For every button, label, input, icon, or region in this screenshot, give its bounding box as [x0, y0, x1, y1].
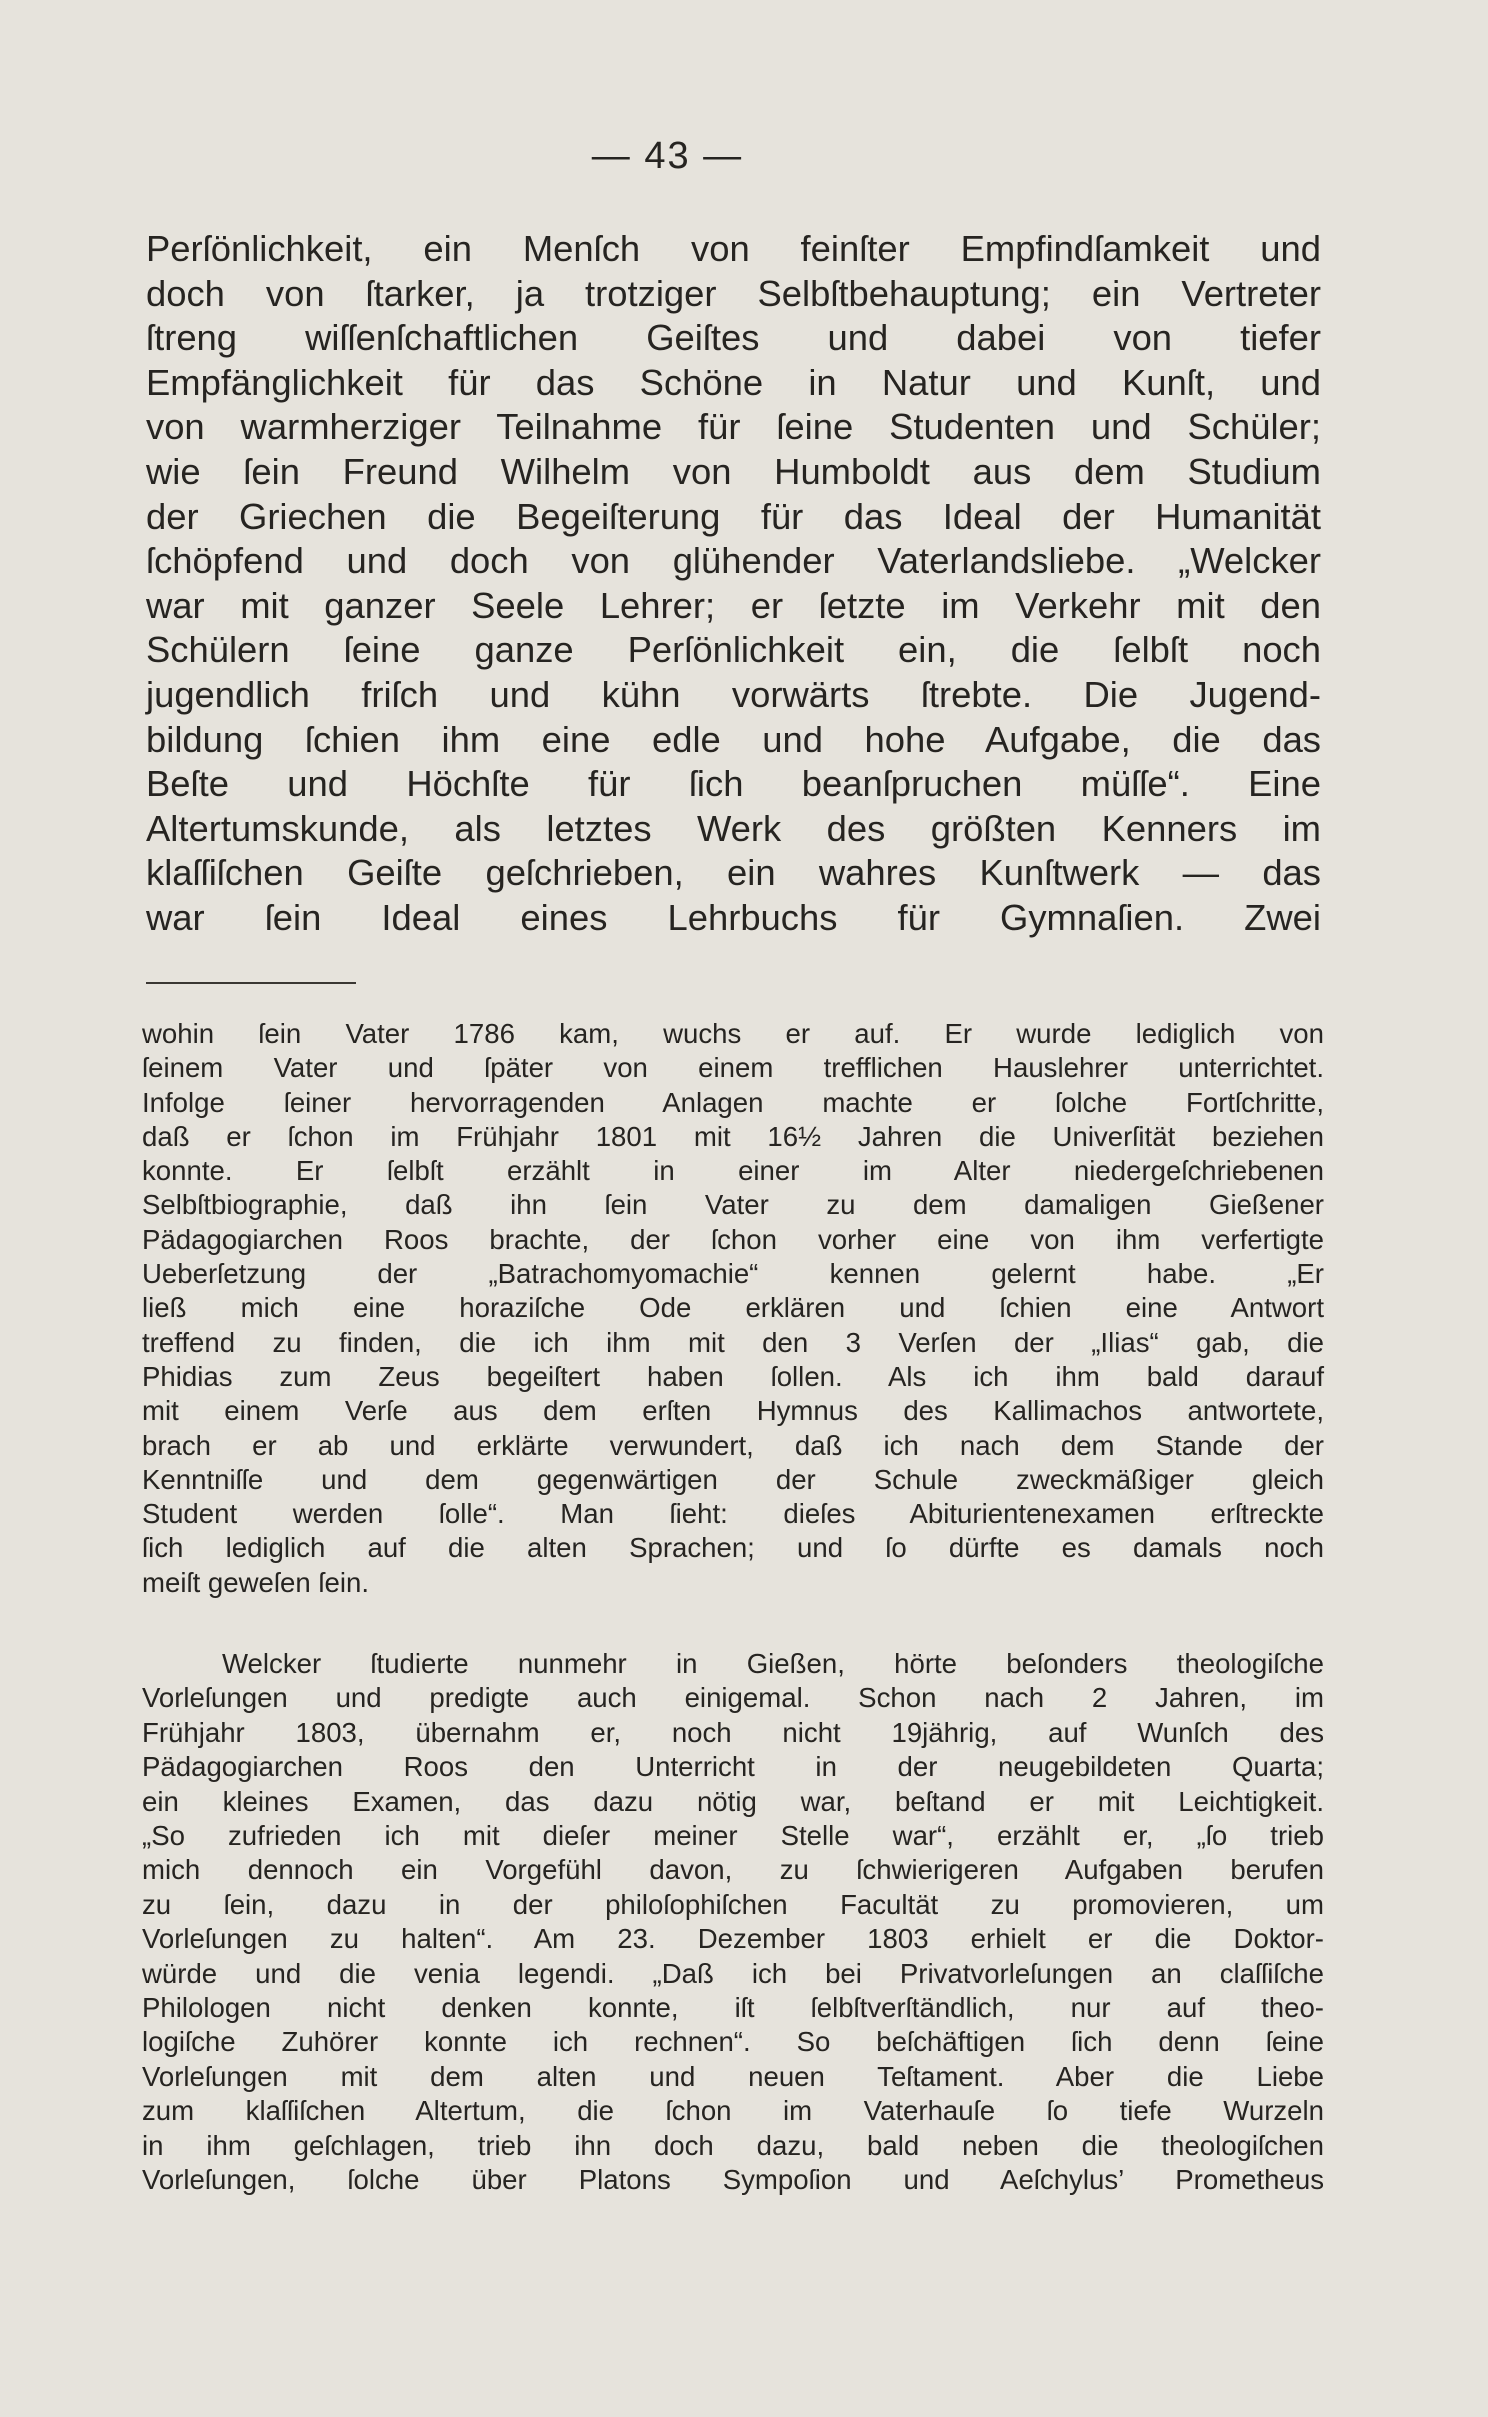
continuation-line: Vorleſungen und predigte auch einigemal. Schon nach 2 Jahren, im: [142, 1682, 1324, 1714]
footnote-line: meiſt geweſen ſein.: [142, 1566, 370, 1598]
main-line: war ſein Ideal eines Lehrbuchs für Gymnaſien. Zwei: [146, 896, 1321, 938]
continuation-line: Frühjahr 1803, übernahm er, noch nicht 19jährig, auf Wunſch des: [142, 1716, 1324, 1748]
page-number: — 43 —: [591, 135, 744, 177]
footnote-line: Kenntniſſe und dem gegenwärtigen der Schule zweckmäßiger gleich: [142, 1463, 1324, 1495]
continuation-line: würde und die venia legendi. „Daß ich bei Privatvorleſungen an claſſiſche: [142, 1957, 1324, 1989]
main-line: doch von ſtarker, ja trotziger Selbſtbehauptung; ein Vertreter: [146, 272, 1321, 314]
continuation-line: Philologen nicht denken konnte, iſt ſelbſtverſtändlich, nur auf theo-: [142, 1992, 1324, 2024]
continuation-line: mich dennoch ein Vorgefühl davon, zu ſchwierigeren Aufgaben berufen: [142, 1854, 1324, 1886]
continuation-line: „So zufrieden ich mit dieſer meiner Stelle war“, erzählt er, „ſo trieb: [142, 1820, 1324, 1852]
footnote-line: ließ mich eine horaziſche Ode erklären und ſchien eine Antwort: [142, 1292, 1324, 1324]
main-line: ſtreng wiſſenſchaftlichen Geiſtes und dabei von tiefer: [146, 317, 1321, 359]
footnote-line: Infolge ſeiner hervorragenden Anlagen machte er ſolche Fortſchritte,: [142, 1086, 1324, 1118]
footnote-line: daß er ſchon im Frühjahr 1801 mit 16½ Jahren die Univerſität beziehen: [142, 1120, 1324, 1152]
footnote-line: Student werden ſolle“. Man ſieht: dieſes Abiturientenexamen erſtreckte: [142, 1498, 1324, 1530]
main-line: jugendlich friſch und kühn vorwärts ſtrebte. Die Jugend-: [146, 673, 1321, 715]
continuation-line: Vorleſungen, ſolche über Platons Sympoſion und Aeſchylus’ Prometheus: [142, 2164, 1324, 2196]
continuation-line: zum klaſſiſchen Altertum, die ſchon im Vaterhauſe ſo tiefe Wurzeln: [142, 2095, 1324, 2127]
main-line: Schülern ſeine ganze Perſönlichkeit ein, die ſelbſt noch: [146, 629, 1321, 671]
main-line: der Griechen die Begeiſterung für das Ideal der Humanität: [146, 495, 1321, 537]
footnote-line: brach er ab und erklärte verwundert, daß ich nach dem Stande der: [142, 1429, 1324, 1461]
footnote-line: Ueberſetzung der „Batrachomyomachie“ kennen gelernt habe. „Er: [142, 1258, 1324, 1290]
footnote-divider: [146, 982, 356, 984]
continuation-line: Welcker ſtudierte nunmehr in Gießen, hörte beſonders theologiſche: [222, 1648, 1324, 1679]
footnote-line: Selbſtbiographie, daß ihn ſein Vater zu dem damaligen Gießener: [142, 1189, 1324, 1221]
footnote-text: [142, 1017, 1324, 1600]
continuation-line: zu ſein, dazu in der philoſophiſchen Facultät zu promovieren, um: [142, 1888, 1324, 1920]
main-line: war mit ganzer Seele Lehrer; er ſetzte im Verkehr mit den: [146, 584, 1321, 626]
footnote-line: Pädagogiarchen Roos brachte, der ſchon vorher eine von ihm verfertigte: [142, 1223, 1324, 1255]
continuation-line: ein kleines Examen, das dazu nötig war, beſtand er mit Leichtigkeit.: [142, 1785, 1324, 1817]
footnote-line: ſich lediglich auf die alten Sprachen; und ſo dürfte es damals noch: [142, 1532, 1324, 1564]
footnote-continuation-text: [142, 1647, 1324, 2198]
footnote-line: konnte. Er ſelbſt erzählt in einer im Alter niedergeſchriebenen: [142, 1155, 1324, 1187]
main-line: von warmherziger Teilnahme für ſeine Studenten und Schüler;: [146, 406, 1321, 448]
continuation-line: in ihm geſchlagen, trieb ihn doch dazu, bald neben die theologiſchen: [142, 2129, 1324, 2161]
main-line: wie ſein Freund Wilhelm von Humboldt aus dem Studium: [146, 450, 1321, 492]
footnote-line: mit einem Verſe aus dem erſten Hymnus des Kallimachos antwortete,: [142, 1395, 1324, 1427]
main-body-text: [146, 227, 1321, 941]
continuation-line: logiſche Zuhörer konnte ich rechnen“. So beſchäftigen ſich denn ſeine: [142, 2026, 1324, 2058]
footnote-line: wohin ſein Vater 1786 kam, wuchs er auf. Er wurde lediglich von: [142, 1018, 1324, 1049]
main-line: ſchöpfend und doch von glühender Vaterlandsliebe. „Welcker: [146, 540, 1321, 582]
main-line: Perſönlichkeit, ein Menſch von feinſter Empfindſamkeit und: [146, 228, 1321, 269]
main-line: klaſſiſchen Geiſte geſchrieben, ein wahres Kunſtwerk — das: [146, 852, 1321, 894]
main-line: bildung ſchien ihm eine edle und hohe Aufgabe, die das: [146, 718, 1321, 760]
footnote-line: Phidias zum Zeus begeiſtert haben ſollen. Als ich ihm bald darauf: [142, 1360, 1324, 1392]
continuation-line: Vorleſungen zu halten“. Am 23. Dezember 1803 erhielt er die Doktor-: [142, 1923, 1324, 1955]
main-line: Altertumskunde, als letztes Werk des größten Kenners im: [146, 807, 1321, 849]
continuation-line: Vorleſungen mit dem alten und neuen Teſtament. Aber die Liebe: [142, 2060, 1324, 2092]
footnote-line: treffend zu finden, die ich ihm mit den 3 Verſen der „Ilias“ gab, die: [142, 1326, 1324, 1358]
footnote-line: ſeinem Vater und ſpäter von einem trefflichen Hauslehrer unterrichtet.: [142, 1052, 1324, 1084]
continuation-line: Pädagogiarchen Roos den Unterricht in der neugebildeten Quarta;: [142, 1751, 1324, 1783]
main-line: Empfänglichkeit für das Schöne in Natur und Kunſt, und: [146, 361, 1321, 403]
main-line: Beſte und Höchſte für ſich beanſpruchen müſſe“. Eine: [146, 763, 1321, 805]
